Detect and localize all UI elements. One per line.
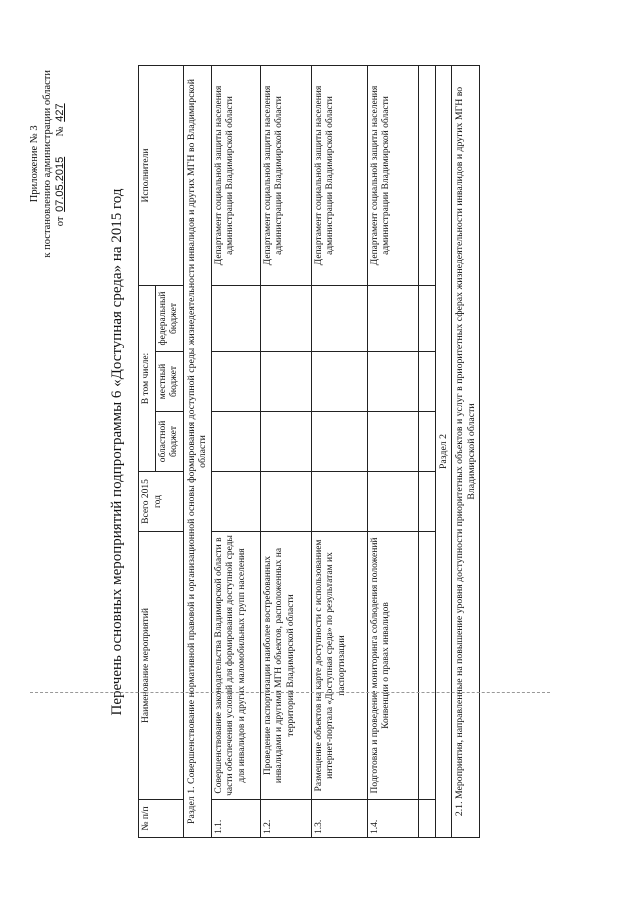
row-local: [311, 352, 367, 412]
row-regional: [260, 412, 311, 472]
row-regional: [367, 412, 418, 472]
row-federal: [211, 285, 260, 351]
row-total: [211, 472, 260, 532]
appendix-date: 07.05.2015: [54, 156, 66, 212]
row-name: Подготовка и проведение мониторинга соблюдения положений Конвенции о правах инвалидов: [367, 532, 418, 800]
table-row: [211, 65, 260, 837]
blank-cell: [418, 472, 435, 532]
appendix-note: [28, 70, 67, 258]
row-total: [311, 472, 367, 532]
blank-cell: [418, 412, 435, 472]
appendix-doc-number: 427: [54, 103, 66, 122]
section-1-row: [183, 65, 211, 837]
table-header-row: [139, 65, 156, 837]
header-executors: Исполнители: [139, 65, 184, 285]
header-federal: федеральный бюджет: [155, 285, 183, 351]
header-local: местный бюджет: [155, 352, 183, 412]
row-executor: Департамент социальной защиты населения администрации Владимирской области: [311, 65, 367, 285]
activities-table: [138, 65, 480, 838]
row-federal: [367, 285, 418, 351]
section-2-row: [435, 65, 452, 837]
row-name: Размещение объектов на карте доступности с использованием интернет-портала «Доступная среда» по результатам их паспортизации: [311, 532, 367, 800]
header-num: № п/п: [139, 800, 184, 838]
subsection-2-1-row: [452, 65, 480, 837]
subsection-2-1-title: 2.1. Мероприятия, направленные на повышение уровня доступности приоритетных объектов и услуг в приоритетных сферах жизнедеятельности инвалидов и других МГН во Владимирской области: [452, 65, 480, 837]
blank-row: [418, 65, 435, 837]
row-total: [260, 472, 311, 532]
row-local: [211, 352, 260, 412]
row-executor: Департамент социальной защиты населения администрации Владимирской области: [260, 65, 311, 285]
document-title: Перечень основных мероприятий подпрограммы 6 «Доступная среда» на 2015 год: [109, 188, 125, 716]
blank-cell: [418, 65, 435, 285]
row-executor: Департамент социальной защиты населения администрации Владимирской области: [211, 65, 260, 285]
blank-cell: [418, 532, 435, 800]
row-executor: Департамент социальной защиты населения администрации Владимирской области: [367, 65, 418, 285]
appendix-date-line: [54, 70, 67, 258]
header-including: В том числе:: [139, 285, 156, 471]
row-num: 1.2.: [260, 800, 311, 838]
row-name: Совершенствование законодательства Владимирской области в части обеспечения условий для формирования доступной среды для инвалидов и других маломобильных групп населения: [211, 532, 260, 800]
row-name: Проведение паспортизации наиболее востребованных инвалидами и другими МГН объектов, расположенных на территории Владимирской области: [260, 532, 311, 800]
header-regional: областной бюджет: [155, 412, 183, 472]
row-local: [367, 352, 418, 412]
row-local: [260, 352, 311, 412]
row-federal: [260, 285, 311, 351]
header-total: Всего 2015 год: [139, 472, 184, 532]
blank-cell: [418, 800, 435, 838]
row-num: 1.4.: [367, 800, 418, 838]
section-2-title: Раздел 2: [435, 65, 452, 837]
section-1-title: Раздел 1. Совершенствование нормативной правовой и организационной основы формирования доступной среды жизнедеятельности инвалидов и других МГН во Владимирской области: [183, 65, 211, 837]
row-num: 1.3.: [311, 800, 367, 838]
row-num: 1.1.: [211, 800, 260, 838]
appendix-ot-label: от: [55, 216, 66, 227]
blank-cell: [418, 352, 435, 412]
row-regional: [311, 412, 367, 472]
scan-fold-line: [30, 692, 550, 693]
row-total: [367, 472, 418, 532]
row-federal: [311, 285, 367, 351]
appendix-number: Приложение № 3: [29, 125, 40, 203]
rotated-landscape-page: [20, 52, 620, 852]
table-row: [311, 65, 367, 837]
table-row: [367, 65, 418, 837]
row-regional: [211, 412, 260, 472]
table-row: [260, 65, 311, 837]
appendix-no-label: №: [55, 126, 66, 137]
appendix-resolution: к постановлению администрации области: [42, 70, 53, 258]
blank-cell: [418, 285, 435, 351]
header-name: Наименование мероприятий: [139, 532, 184, 800]
